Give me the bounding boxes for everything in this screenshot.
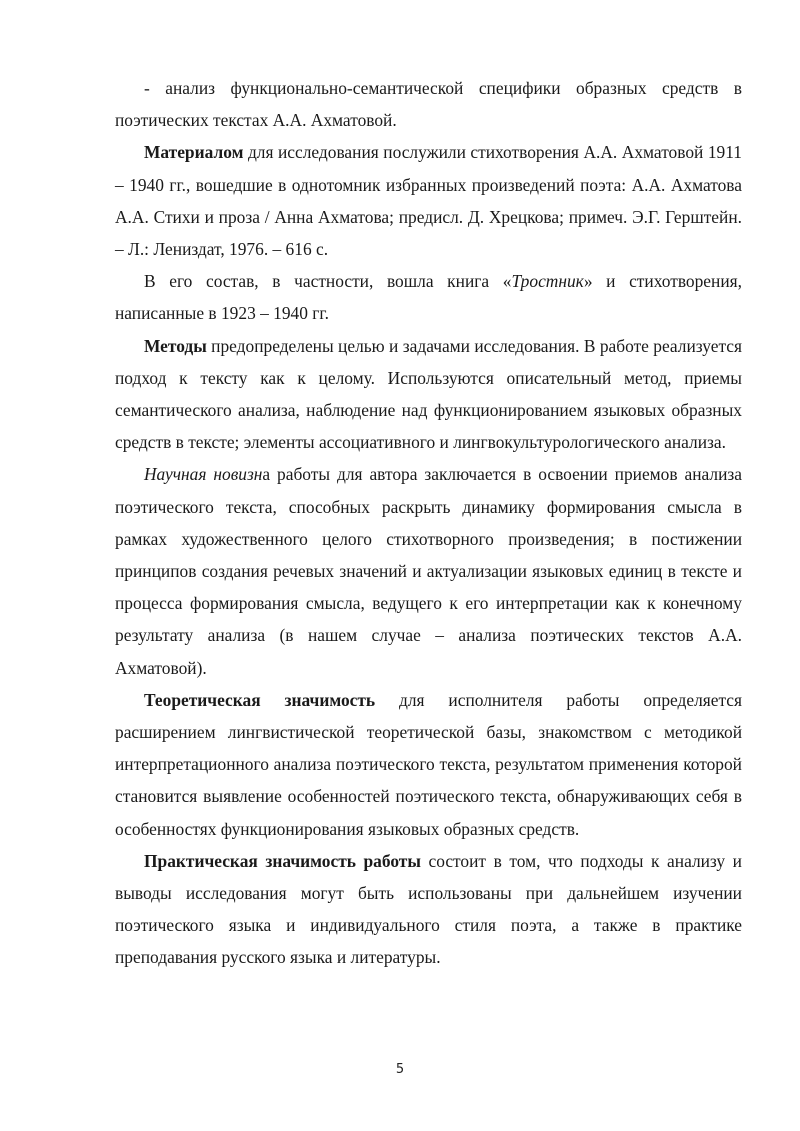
composition-text-start: В его состав, в частности, вошла книга « (144, 271, 512, 292)
document-page (115, 72, 742, 974)
book-title: Тростник (511, 271, 584, 292)
methods-heading: Методы (144, 335, 207, 356)
paragraph-methods (115, 330, 742, 459)
material-text: для исследования послужили стихотворения А.А. Ахматовой 1911 – 1940 гг., вошедшие в однотомник избранных произведений поэта: А.А. Ахматова А.А. Стихи и проза / Анна Ахматова; предисл. Д. Хрецкова; примеч. Э.Г. Герштейн. – Л.: Лениздат, 1976. – 616 с. (115, 142, 742, 260)
paragraph-objective-item (115, 72, 742, 136)
composition-text-end: » и стихотворения, написанные в 1923 – 1940 гг. (115, 271, 742, 324)
paragraph-composition (115, 265, 742, 329)
novelty-text: а работы для автора заключается в освоении приемов анализа поэтического текста, способных раскрыть динамику формирования смысла в рамках художественного целого стихотворного произведения; в постижении принципов создания речевых значений и актуализации языковых единиц в тексте и процесса формирования смысла, ведущего к его интерпретации как к конечному результату анализа (в нашем случае – анализа поэтических текстов А.А. Ахматовой). (115, 464, 742, 678)
objective-item-text: - анализ функционально-семантической специфики образных средств в поэтических текстах А.А. Ахматовой. (115, 78, 742, 131)
novelty-heading: Научная новизн (144, 464, 263, 485)
practical-text: состоит в том, что подходы к анализу и выводы исследования могут быть использованы при дальнейшем изучении поэтического языка и индивидуального стиля поэта, а также в практике преподавания русского языка и литературы. (115, 850, 742, 968)
material-heading: Материалом (144, 142, 244, 163)
practical-heading: Практическая значимость работы (144, 850, 421, 871)
page-number: 5 (395, 1062, 405, 1077)
paragraph-material (115, 136, 742, 265)
paragraph-novelty (115, 458, 742, 683)
paragraph-practical (115, 845, 742, 974)
theoretical-text: для исполнителя работы определяется расширением лингвистической теоретической базы, знакомством с методикой интерпретационного анализа поэтического текста, результатом применения которой становится выявление особенностей поэтического текста, обнаруживающих себя в особенностях функционирования языковых образных средств. (115, 689, 742, 839)
theoretical-heading: Теоретическая значимость (144, 689, 376, 710)
methods-text: предопределены целью и задачами исследования. В работе реализуется подход к тексту как к целому. Используются описательный метод, приемы семантического анализа, наблюдение над функционированием языковых образных средств в тексте; элементы ассоциативного и лингвокультурологического анализа. (115, 335, 742, 453)
paragraph-theoretical (115, 684, 742, 845)
